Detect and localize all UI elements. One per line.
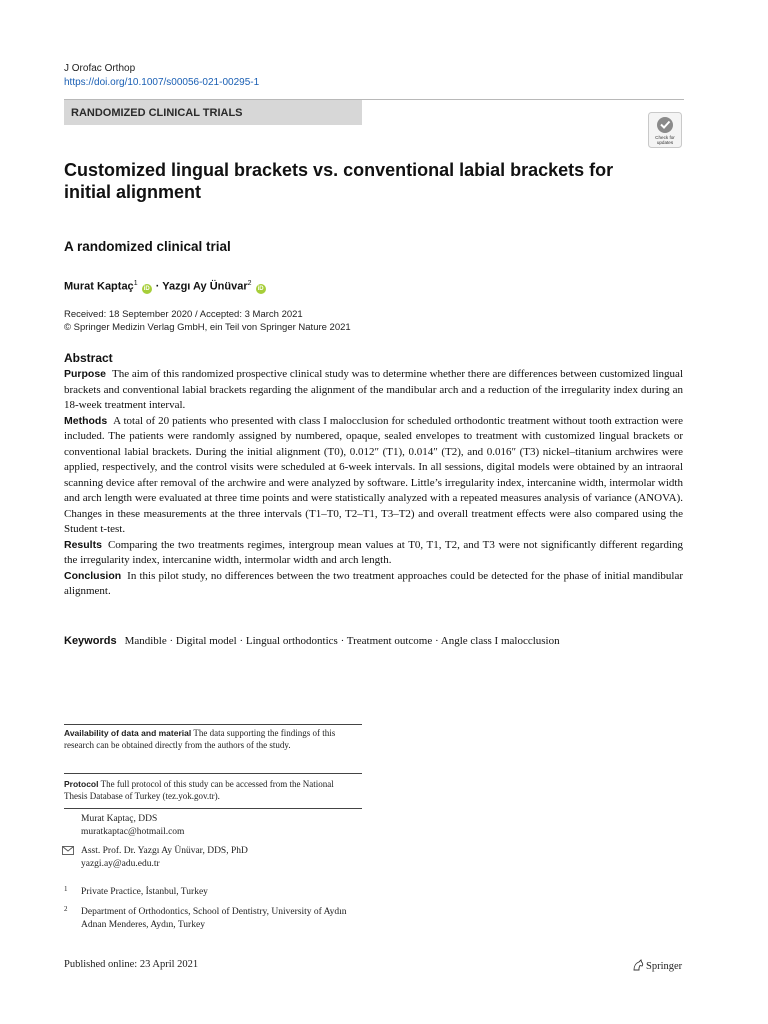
contact-name: Murat Kaptaç, DDS	[81, 814, 158, 824]
abstract-methods	[64, 414, 683, 538]
contact-email[interactable]: muratkaptac@hotmail.com	[81, 826, 185, 837]
category-label: RANDOMIZED CLINICAL TRIALS	[71, 107, 243, 119]
availability-label: Availability of data and material	[64, 728, 192, 738]
abstract-heading: Abstract	[64, 351, 113, 365]
protocol-note	[64, 778, 344, 802]
received-accepted-dates: Received: 18 September 2020 / Accepted: 3 March 2021	[64, 309, 303, 320]
availability-text: The data supporting the findings of this research can be obtained directly from the authors of the study.	[64, 728, 336, 750]
contact-email[interactable]: yazgi.ay@adu.edu.tr	[81, 858, 160, 869]
orcid-icon[interactable]: iD	[257, 285, 264, 292]
abstract	[64, 351, 683, 600]
author-name[interactable]: Murat Kaptaç	[64, 280, 134, 293]
journal-name: J Orofac Orthop	[64, 63, 136, 74]
article-subtitle: A randomized clinical trial	[64, 239, 231, 254]
section-text: In this pilot study, no differences between the two treatment approaches could be detected for the phase of initial mandibular alignment.	[64, 569, 683, 597]
abstract-purpose	[64, 367, 683, 414]
keywords	[64, 635, 684, 647]
section-label: Purpose	[64, 368, 107, 380]
springer-horse-icon	[632, 959, 644, 971]
published-date: Published online: 23 April 2021	[64, 959, 199, 970]
section-label: Results	[64, 538, 102, 551]
affiliation-text: Private Practice, İstanbul, Turkey	[81, 887, 208, 897]
svg-text:updates: updates	[656, 140, 674, 145]
contact-1	[81, 813, 184, 838]
protocol-label: Protocol	[64, 779, 99, 789]
footnote-rule	[64, 808, 362, 809]
publisher-name: Springer	[646, 961, 683, 972]
section-label: Conclusion	[64, 569, 122, 582]
affiliation-number: 2	[64, 905, 68, 913]
copyright-notice: © Springer Medizin Verlag GmbH, ein Teil von Springer Nature 2021	[64, 322, 351, 333]
contact-2	[81, 845, 248, 870]
check-for-updates-icon[interactable]	[648, 112, 682, 148]
section-text: The aim of this randomized prospective clinical study was to determine whether there are differences between customized lingual brackets and conventional labial brackets regarding the alignment of the mandibular arch and a reduction of the irregularity index during an 18-week treatment interval.	[64, 368, 683, 411]
abstract-results	[64, 538, 683, 569]
abstract-conclusion	[64, 569, 683, 600]
svg-text:Check for: Check for	[655, 135, 675, 140]
section-text: A total of 20 patients who presented with class I malocclusion for scheduled orthodontic treatment without tooth extraction were included. The patients were randomly assigned by numbered, opaque, sealed envelopes to treatment with customized lingual brackets or conventional labial brackets. During the initial alignment (T0), 0.012″ (T1), 0.014″ (T2), and 0.016″ (T3) nickel–titanium archwires were applied, respectively, and the control visits were scheduled at 6-week intervals. In all sessions, digital models were obtained by an intraoral scanning device after removal of the archwire and were analyzed by software. Little’s irregularity index, intercanine width, intermolar width and arch length were evaluated at three time points and were statistically analyzed with a repeated measures analysis of variance (ANOVA). Changes in these measurements at the three intervals (T1–T0, T2–T1, T3–T2) and overall treatment effects were also compared using the Student t-test.	[64, 414, 683, 535]
affiliation-marker: 1	[133, 280, 138, 287]
section-label: Methods	[64, 414, 108, 427]
article-title: Customized lingual brackets vs. conventional labial brackets for initial alignment	[64, 160, 614, 202]
footnote-rule	[64, 724, 362, 725]
author-name[interactable]: Yazgı Ay Ünüvar	[162, 280, 248, 293]
affiliation-number: 1	[64, 885, 68, 893]
publisher-logo[interactable]	[632, 959, 682, 972]
envelope-icon	[62, 846, 74, 855]
affiliation-text: Department of Orthodontics, School of Dentistry, University of Aydın Adnan Menderes, Aydın, Turkey	[81, 907, 347, 930]
keywords-label: Keywords	[64, 635, 117, 647]
availability-note	[64, 727, 344, 751]
keywords-list: Mandible · Digital model · Lingual orthodontics · Treatment outcome · Angle class I malocclusion	[124, 635, 560, 647]
section-text: Comparing the two treatments regimes, intergroup mean values at T0, T1, T2, and T3 were not significantly different regarding the irregularity index, intercanine width, intermolar width and arch length.	[64, 538, 683, 566]
protocol-text: The full protocol of this study can be accessed from the National Thesis Database of Turkey (tez.yok.gov.tr).	[64, 779, 334, 801]
orcid-icon[interactable]: iD	[143, 285, 150, 292]
footnote-rule	[64, 773, 362, 774]
category-banner	[64, 100, 362, 125]
contact-name: Asst. Prof. Dr. Yazgı Ay Ünüvar, DDS, PhD	[81, 846, 248, 856]
author-separator: ·	[152, 280, 163, 293]
doi-link[interactable]: https://doi.org/10.1007/s00056-021-00295-1	[64, 77, 260, 88]
affiliation-marker: 2	[247, 280, 252, 287]
author-line	[64, 280, 267, 294]
